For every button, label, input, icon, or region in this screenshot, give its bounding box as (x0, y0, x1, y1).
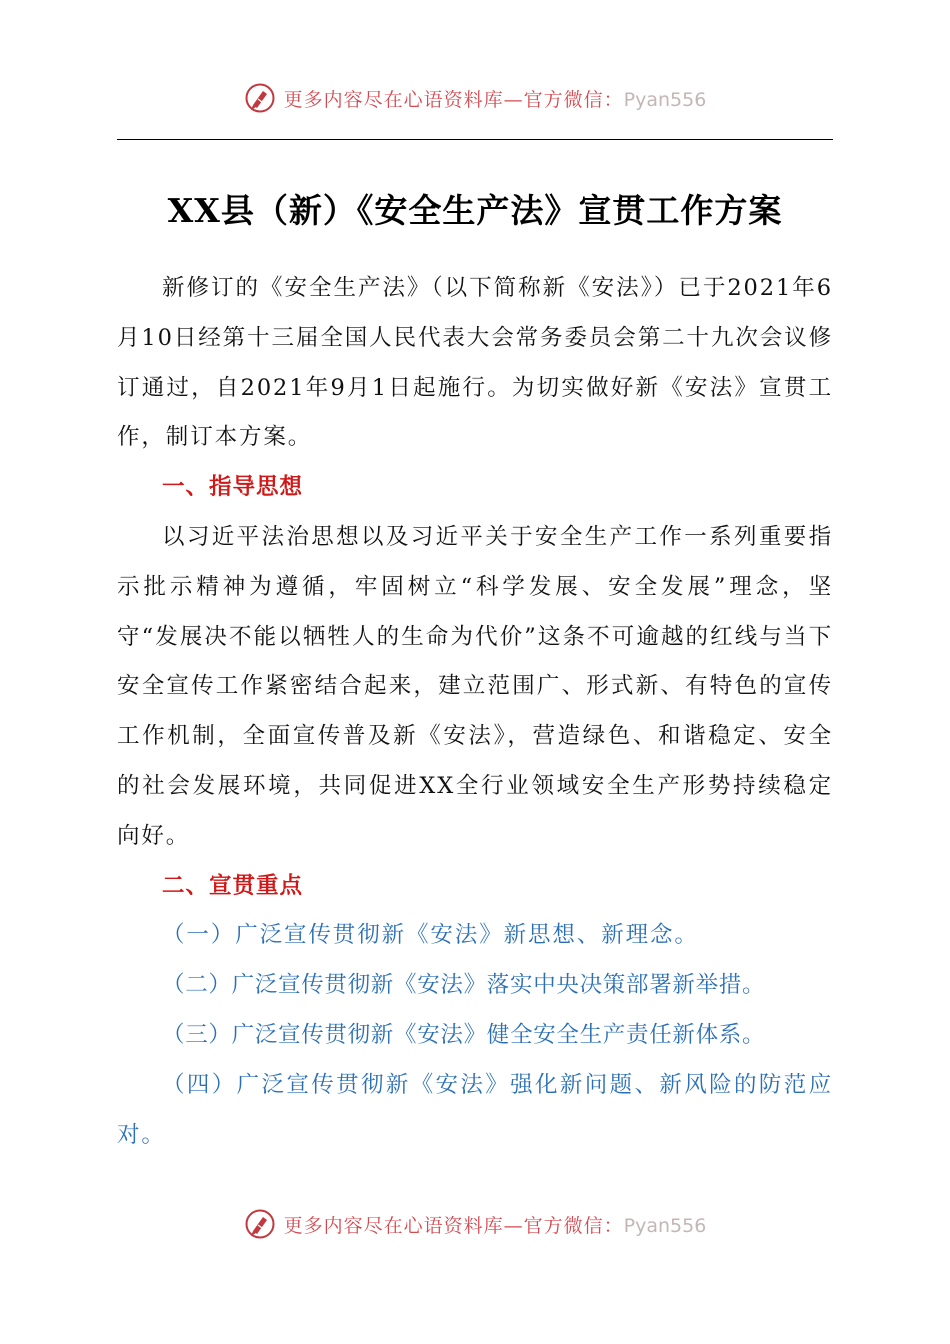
footer-banner-text (284, 1211, 707, 1238)
header-banner-text (284, 85, 707, 112)
footer-banner (0, 1208, 950, 1240)
section-1-body: 以习近平法治思想以及习近平关于安全生产工作一系列重要指示批示精神为遵循，牢固树立“科学发展、安全发展”理念，坚守“发展决不能以牺牲人的生命为代价”这条不可逾越的红线与当下安全宣传工作紧密结合起来，建立范围广、形式新、有特色的宣传工作机制，全面宣传普及新《安法》，营造绿色、和谐稳定、安全的社会发展环境，共同促进XX全行业领域安全生产形势持续稳定向好。 (117, 523, 833, 849)
footer-banner-cn: 更多内容尽在心语资料库—官方微信： (283, 1214, 624, 1237)
header-banner (0, 82, 950, 114)
pen-nib-logo-icon (244, 1208, 276, 1240)
header-divider (117, 139, 833, 140)
section-1-heading: 一、指导思想 (162, 474, 304, 501)
footer-wechat-id: Pyan556 (623, 1214, 707, 1237)
document-body (117, 264, 833, 1160)
section-2-item-4: （四）广泛宣传贯彻新《安法》强化新问题、新风险的防范应对。 (117, 1071, 833, 1148)
section-2-heading: 二、宣贯重点 (162, 872, 304, 899)
section-2-item-2: （二）广泛宣传贯彻新《安法》落实中央决策部署新举措。 (162, 972, 766, 999)
section-2-item-1: （一）广泛宣传贯彻新《安法》新思想、新理念。 (162, 922, 699, 949)
section-2-item-3: （三）广泛宣传贯彻新《安法》健全安全生产责任新体系。 (162, 1021, 766, 1048)
document-title: XX县（新）《安全生产法》宣贯工作方案 (167, 191, 783, 230)
intro-paragraph: 新修订的《安全生产法》（以下简称新《安法》）已于2021年6月10日经第十三届全国人民代表大会常务委员会第二十九次会议修订通过，自2021年9月1日起施行。为切实做好新《安法》宣贯工作，制订本方案。 (117, 275, 833, 451)
header-wechat-id: Pyan556 (623, 88, 707, 111)
header-banner-cn: 更多内容尽在心语资料库—官方微信： (283, 88, 624, 111)
pen-nib-logo-icon (244, 82, 276, 114)
